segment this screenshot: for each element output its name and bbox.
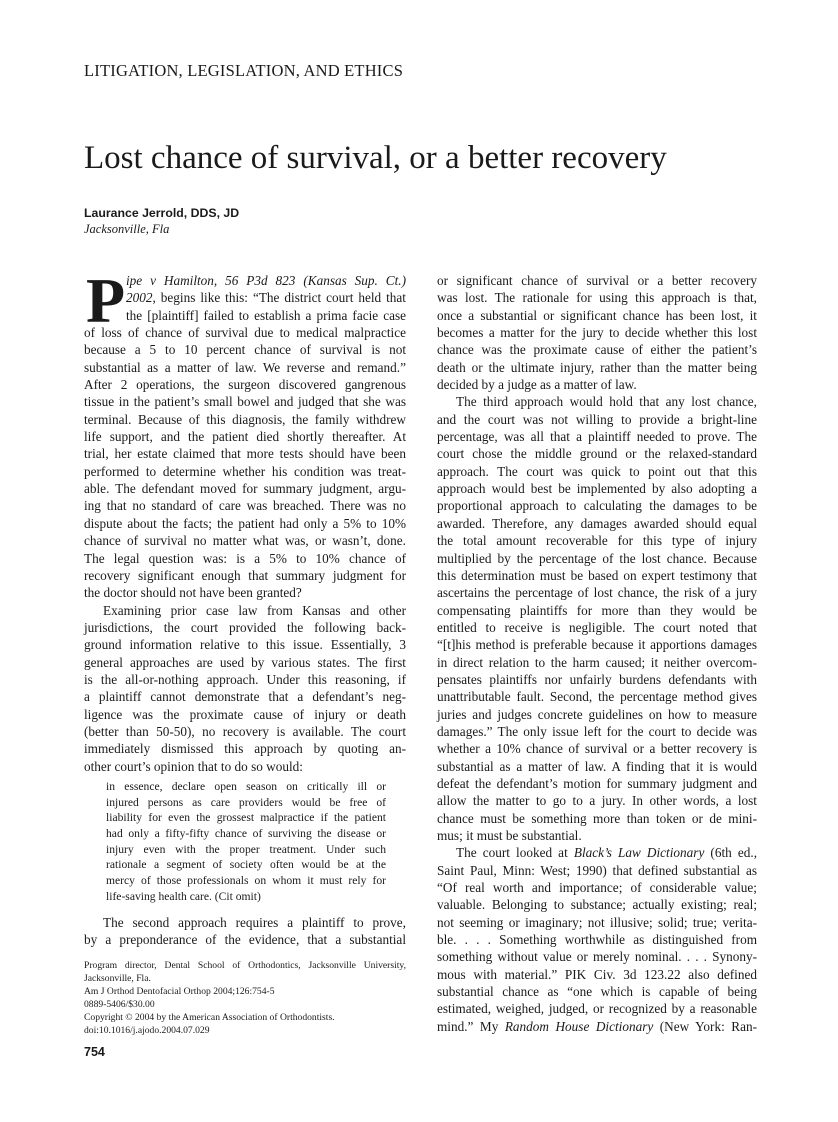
text-line: [84, 671, 406, 688]
text-line: [437, 723, 757, 740]
text-line: [437, 654, 757, 671]
block-quote: [106, 779, 386, 905]
text-line: [437, 428, 757, 445]
text-segment: tissue in the patient’s small bowel and judged that she was: [84, 394, 406, 410]
text-line: [84, 688, 406, 705]
text-line: [84, 515, 406, 532]
text-line: [437, 480, 757, 497]
text-line: [84, 341, 406, 358]
text-line: [437, 584, 757, 601]
text-segment: chance was the proximate cause of either the patient’s: [437, 342, 757, 358]
italic-text-segment: Black’s Law Dictionary: [573, 845, 705, 861]
text-line: [437, 810, 757, 827]
text-segment: , begins like this: “The district court held that: [152, 290, 406, 306]
text-line: [84, 636, 406, 653]
text-segment: liability for even the grossest malpractice if the patient: [106, 811, 386, 825]
text-segment: whether a 10% chance of survival or a better recovery is: [437, 741, 757, 757]
text-line: [437, 1000, 757, 1017]
paragraph: [437, 844, 757, 1035]
text-segment: a plaintiff cannot demonstrate that a defendant’s neg-: [84, 689, 406, 705]
text-line: [437, 896, 757, 913]
text-line: [84, 307, 406, 324]
text-segment: or significant chance of survival or a better recovery: [437, 273, 757, 288]
text-segment: (better than 50-50), no recovery is available. The court: [84, 723, 406, 739]
section-heading: LITIGATION, LEGISLATION, AND ETHICS: [84, 61, 404, 80]
text-line: [437, 567, 757, 584]
text-segment: chance of survival no matter what was, or wasn’t, done.: [84, 533, 406, 549]
text-line: [437, 497, 757, 514]
text-line: [84, 654, 406, 671]
text-line: [84, 1011, 406, 1024]
text-line: [84, 914, 406, 931]
text-line: [437, 393, 757, 410]
text-segment: estimated, weighed, judged, or recognized by a reasonable: [437, 1001, 757, 1017]
paragraph: [84, 1024, 406, 1037]
text-line: [437, 341, 757, 358]
text-segment: compensating plaintiffs for more than they would be: [437, 602, 757, 618]
text-line: [437, 602, 757, 619]
text-segment: substantial as a matter of law. We reverse and remand.”: [84, 359, 406, 375]
text-segment: mercy of those professionals on whom it must rely for: [106, 874, 386, 888]
text-segment: Am J Orthod Dentofacial Orthop 2004;126:754-5: [84, 986, 275, 997]
text-segment: approach would best be implemented by also adopting a: [437, 481, 757, 497]
text-line: [437, 775, 757, 792]
left-column-continued: [84, 914, 406, 949]
text-line: [437, 844, 757, 861]
text-segment: “Of real worth and importance; of considerable value;: [437, 880, 757, 896]
text-line: [84, 584, 406, 601]
text-segment: defeat the defendant’s motion for summary judgment and: [437, 775, 757, 791]
text-segment: damages.” The only issue left for the court to decide was: [437, 723, 757, 739]
text-line: [437, 445, 757, 462]
text-segment: this determination must be based on expert testimony that: [437, 567, 757, 583]
text-segment: (6th ed.,: [704, 845, 758, 861]
text-line: [84, 289, 406, 306]
drop-cap: P: [86, 265, 126, 336]
text-line: [106, 842, 386, 858]
text-segment: the [plaintiff] failed to establish a prima facie case: [126, 307, 406, 323]
text-segment: is the all-or-nothing approach. Under this reasoning, if: [84, 671, 406, 687]
text-segment: ground information relative to this issue. Essentially, 3: [84, 637, 406, 653]
author-location: Jacksonville, Fla: [84, 222, 170, 236]
paragraph: [84, 914, 406, 949]
text-segment: immediately dismissed this approach by quoting an-: [84, 741, 406, 757]
text-line: [84, 706, 406, 723]
paragraph: [84, 998, 406, 1011]
text-segment: ascertains the percentage of lost chance, the risk of a jury: [437, 585, 757, 601]
paragraph: [437, 272, 757, 393]
text-segment: mind.” My: [437, 1018, 505, 1034]
text-segment: terminal. Because of this diagnosis, the family withdrew: [84, 411, 406, 427]
text-line: [106, 779, 386, 795]
text-segment: proportional approach to calculating the damages to be: [437, 498, 757, 514]
text-segment: able. The defendant moved for summary judgment, argu-: [84, 481, 406, 497]
text-line: [84, 272, 406, 289]
paragraph: [84, 959, 406, 985]
text-line: [437, 324, 757, 341]
text-segment: life-saving health care. (Cit omit): [106, 889, 261, 903]
text-line: [437, 636, 757, 653]
text-segment: something without value or merely nominal. . . . Synony-: [437, 949, 757, 965]
text-segment: ing that no standard of care was breached. There was no: [84, 498, 406, 514]
text-line: [106, 810, 386, 826]
text-line: [106, 795, 386, 811]
text-line: [437, 706, 757, 723]
text-segment: the doctor should not have been granted?: [84, 585, 302, 601]
text-segment: “[t]his method is preferable because it apportions damages: [437, 637, 757, 653]
text-segment: Saint Paul, Minn: West; 1990) that defined substantial as: [437, 862, 757, 878]
text-line: [437, 411, 757, 428]
text-segment: Examining prior case law from Kansas and other: [103, 602, 406, 618]
text-segment: ble. . . . Something worthwhile as distinguished from: [437, 932, 757, 948]
text-line: [437, 272, 757, 289]
footnote: [84, 959, 406, 1037]
text-segment: death or the ultimate injury, rather than the matter being: [437, 359, 757, 375]
text-segment: general approaches are used by various states. The first: [84, 654, 406, 670]
text-line: [84, 376, 406, 393]
text-line: [84, 550, 406, 567]
text-line: [84, 619, 406, 636]
text-segment: becomes a matter for the jury to decide whether this lost: [437, 325, 757, 341]
text-segment: 0889-5406/$30.00: [84, 999, 155, 1010]
text-line: [437, 550, 757, 567]
text-line: [106, 826, 386, 842]
text-segment: in essence, declare open season on critically ill or: [106, 780, 386, 793]
text-line: [437, 966, 757, 983]
text-line: [84, 931, 406, 948]
text-line: [84, 998, 406, 1011]
text-segment: The third approach would hold that any lost chance,: [456, 394, 757, 410]
text-line: [84, 324, 406, 341]
text-line: [84, 959, 406, 972]
text-line: [84, 428, 406, 445]
text-line: [106, 873, 386, 889]
text-segment: entitled to receive is negligible. The court noted that: [437, 619, 757, 635]
text-segment: multiplied by the percentage of the lost chance. Because: [437, 550, 757, 566]
text-segment: Program director, Dental School of Orthodontics, Jacksonville University,: [84, 960, 406, 971]
text-line: [84, 723, 406, 740]
italic-text-segment: Random House Dictionary: [504, 1018, 654, 1034]
text-line: [437, 532, 757, 549]
text-line: [84, 567, 406, 584]
text-segment: allow the matter to go to a jury. In other words, a lost: [437, 793, 757, 809]
left-column: [84, 265, 406, 775]
text-line: [437, 671, 757, 688]
text-segment: doi:10.1016/j.ajodo.2004.07.029: [84, 1025, 210, 1036]
text-segment: percentage, was all that a plaintiff needed to prove. The: [437, 429, 757, 445]
text-line: [437, 688, 757, 705]
paragraph: [106, 779, 386, 905]
text-segment: rationale a segment of society often would be at the: [106, 858, 386, 872]
text-line: [437, 827, 757, 844]
text-line: [84, 411, 406, 428]
text-segment: recovery significant enough that summary judgment for: [84, 567, 406, 583]
text-line: [84, 480, 406, 497]
text-segment: the total amount recoverable for this type of injury: [437, 533, 757, 549]
text-segment: valuable. Belonging to substance; actually existing; real;: [437, 897, 757, 913]
text-line: [437, 931, 757, 948]
text-line: [84, 740, 406, 757]
text-segment: in direct relation to the harm caused; it neither overcom-: [437, 654, 757, 670]
text-segment: not seeming or imaginary; not illusive; solid; true; verita-: [437, 914, 757, 930]
text-line: [84, 602, 406, 619]
text-segment: substantial chance as “one which is capable of being: [437, 984, 757, 1000]
text-line: [437, 862, 757, 879]
text-line: [437, 879, 757, 896]
text-line: [84, 497, 406, 514]
text-line: [437, 758, 757, 775]
text-line: [437, 289, 757, 306]
article-title: Lost chance of survival, or a better recovery: [84, 140, 667, 176]
text-line: [437, 619, 757, 636]
text-line: [437, 1018, 757, 1035]
text-segment: was lost. The rationale for using this approach is that,: [437, 290, 757, 306]
italic-text-segment: 2002: [126, 290, 153, 306]
text-segment: of loss of chance of survival due to medical malpractice: [84, 325, 406, 341]
italic-text-segment: ipe v Hamilton, 56 P3d 823 (Kansas Sup. Ct.): [126, 273, 406, 288]
text-segment: substantial as a matter of law. A finding that it is would: [437, 758, 757, 774]
text-segment: and the court was not willing to provide a bright-line: [437, 411, 757, 427]
text-segment: The court looked at: [456, 845, 574, 861]
text-line: [437, 376, 757, 393]
text-segment: Copyright © 2004 by the American Association of Orthodontists.: [84, 1012, 335, 1023]
text-segment: injury even with the proper treatment. Under such: [106, 842, 386, 856]
paragraph: [84, 265, 406, 602]
text-line: [84, 985, 406, 998]
text-line: [437, 463, 757, 480]
text-segment: dispute about the facts; the patient had only a 5% to 10%: [84, 515, 406, 531]
text-segment: court chose the middle ground or the relaxed-standard: [437, 446, 757, 462]
text-line: [84, 758, 406, 775]
text-segment: After 2 operations, the surgeon discovered gangrenous: [84, 377, 406, 393]
text-segment: mous with material.” PIK Civ. 3d 123.22 also defined: [437, 966, 757, 982]
text-line: [84, 445, 406, 462]
text-segment: jurisdictions, the court provided the following back-: [84, 619, 406, 635]
text-segment: decided by a judge as a matter of law.: [437, 377, 637, 393]
text-segment: Jacksonville, Fla.: [84, 973, 151, 984]
text-segment: pensates plaintiffs nor unfairly burdens defendants with: [437, 671, 757, 687]
paragraph: [84, 985, 406, 998]
text-segment: The second approach requires a plaintiff to prove,: [103, 915, 406, 930]
text-segment: approach. The court was quick to point out that this: [437, 463, 757, 479]
text-line: [437, 515, 757, 532]
text-line: [106, 889, 386, 905]
text-segment: life support, and the patient died shortly thereafter. At: [84, 429, 406, 445]
text-segment: unattributable fault. Second, the percentage method gives: [437, 689, 757, 705]
text-line: [437, 740, 757, 757]
page-number: 754: [84, 1045, 105, 1059]
author-name: Laurance Jerrold, DDS, JD: [84, 206, 240, 220]
paragraph: [437, 393, 757, 844]
text-segment: other court’s opinion that to do so would:: [84, 758, 303, 774]
text-segment: mus; it must be substantial.: [437, 828, 582, 843]
text-segment: chance must be something more than token or de mini-: [437, 810, 757, 826]
text-segment: (New York: Ran-: [653, 1018, 758, 1034]
text-segment: once a substantial or significant chance has been lost, it: [437, 307, 757, 323]
text-line: [84, 532, 406, 549]
text-line: [437, 948, 757, 965]
paragraph: [84, 1011, 406, 1024]
text-line: [84, 463, 406, 480]
text-segment: because a 5 to 10 percent chance of survival is not: [84, 342, 406, 358]
text-segment: had only a fifty-fifty chance of surviving the disease or: [106, 827, 386, 841]
text-segment: performed to determine whether his condition was treat-: [84, 463, 406, 479]
right-column: [437, 272, 757, 1035]
text-line: [106, 857, 386, 873]
text-line: [437, 359, 757, 376]
text-segment: by a preponderance of the evidence, that a substantial: [84, 932, 406, 948]
text-segment: injured persons as care providers would be free of: [106, 795, 386, 809]
text-segment: trial, her estate claimed that more tests should have been: [84, 446, 406, 462]
text-line: [84, 393, 406, 410]
text-line: [437, 983, 757, 1000]
text-segment: awarded. Therefore, any damages awarded should equal: [437, 515, 757, 531]
text-line: [84, 1024, 406, 1037]
text-segment: juries and judges concrete guidelines on how to measure: [437, 706, 757, 722]
text-line: [437, 307, 757, 324]
paragraph: [84, 602, 406, 775]
text-line: [84, 972, 406, 985]
text-segment: The legal question was: is a 5% to 10% chance of: [84, 550, 406, 566]
text-line: [437, 914, 757, 931]
text-line: [84, 359, 406, 376]
text-line: [437, 792, 757, 809]
text-segment: ligence was the proximate cause of injury or death: [84, 706, 406, 722]
